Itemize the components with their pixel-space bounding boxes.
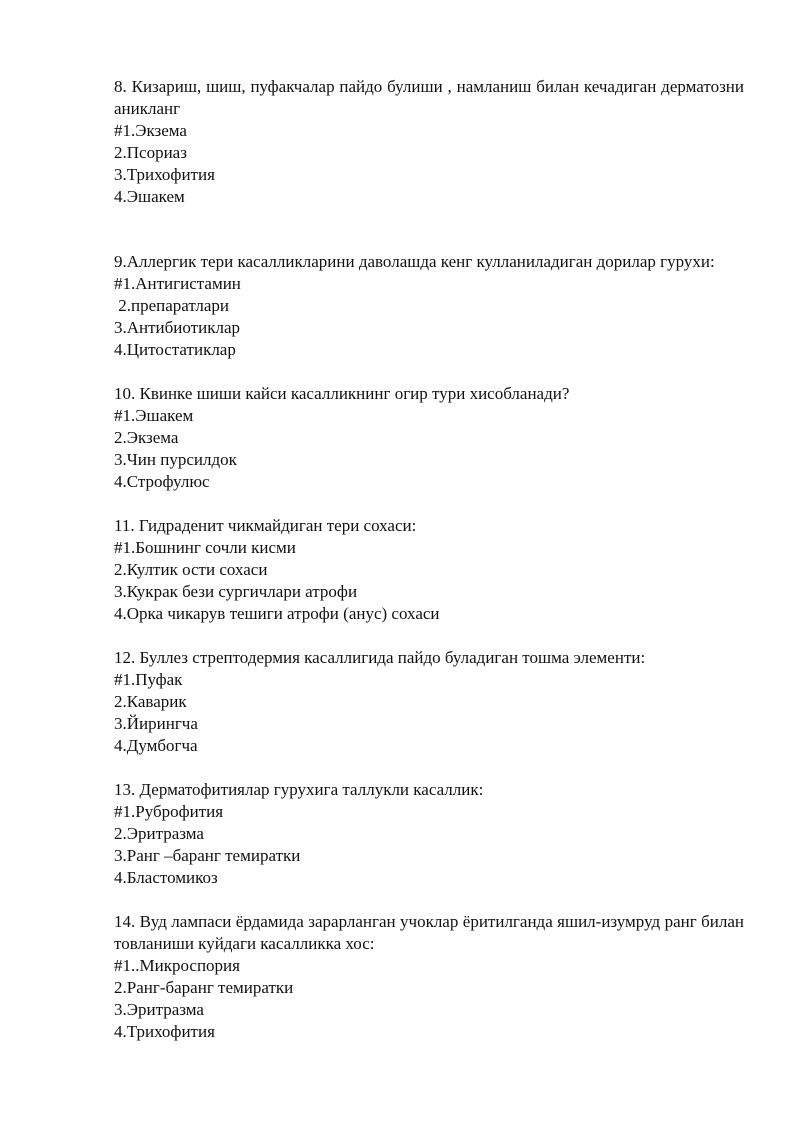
answer-option: #1.Эшакем: [114, 406, 194, 425]
answer-option: 3.Эритразма: [114, 1000, 204, 1019]
answer-option: 3.Кукрак бези сургичлари атрофи: [114, 582, 358, 601]
answer-option: #1.Пуфак: [114, 670, 183, 689]
answer-option: 4.Трихофития: [114, 1022, 215, 1041]
spacer: [114, 493, 744, 515]
answer-option: 2.Култик ости сохаси: [114, 560, 268, 579]
answer-option: #1.Бошнинг сочли кисми: [114, 538, 296, 557]
answer-option: 3.Трихофития: [114, 165, 215, 184]
answer-option: 4.Цитостатиклар: [114, 340, 236, 359]
answer-option: 2.Ранг-баранг темиратки: [114, 978, 294, 997]
answer-option: #1..Микроспория: [114, 956, 240, 975]
answer-option: 2.Эритразма: [114, 824, 204, 843]
question-text: 8. Кизариш, шиш, пуфакчалар пайдо булиши , намланиш билан кечадиган дерматозни аникланг: [114, 77, 744, 118]
question-12: [114, 647, 744, 757]
answer-option: 3.Йирингча: [114, 714, 198, 733]
answer-option: 2.препаратлари: [114, 296, 230, 315]
answer-options: [114, 405, 744, 493]
question-9: [114, 251, 744, 361]
question-11: [114, 515, 744, 625]
answer-option: 2.Экзема: [114, 428, 179, 447]
spacer: [114, 889, 744, 911]
answer-options: [114, 273, 744, 361]
answer-options: [114, 801, 744, 889]
question-text: 10. Квинке шиши кайси касалликнинг огир тури хисобланади?: [114, 384, 570, 403]
spacer: [114, 757, 744, 779]
answer-option: 3.Ранг –баранг темиратки: [114, 846, 301, 865]
answer-options: [114, 120, 744, 208]
question-text: 12. Буллез стрептодермия касаллигида пайдо буладиган тошма элементи:: [114, 648, 646, 667]
question-text: 11. Гидраденит чикмайдиган тери сохаси:: [114, 516, 417, 535]
spacer: [114, 208, 744, 251]
answer-option: #1.Экзема: [114, 121, 187, 140]
question-text: 14. Вуд лампаси ёрдамида зарарланган учоклар ёритилганда яшил-изумруд ранг билан товланиши куйдаги касалликка хос:: [114, 912, 744, 953]
document-page: [114, 76, 744, 1043]
answer-option: 3.Антибиотиклар: [114, 318, 240, 337]
answer-option: 3.Чин пурсилдок: [114, 450, 237, 469]
spacer: [114, 361, 744, 383]
answer-option: #1.Руброфития: [114, 802, 224, 821]
answer-option: 2.Каварик: [114, 692, 187, 711]
answer-options: [114, 537, 744, 625]
question-10: [114, 383, 744, 493]
answer-option: 4.Бластомикоз: [114, 868, 218, 887]
answer-option: 4.Строфулюс: [114, 472, 210, 491]
answer-option: #1.Антигистамин: [114, 274, 241, 293]
answer-option: 2.Псориаз: [114, 143, 187, 162]
question-text: 13. Дерматофитиялар гурухига таллукли касаллик:: [114, 780, 484, 799]
question-8: [114, 76, 744, 208]
question-text: 9.Аллергик тери касалликларини даволашда кенг кулланиладиган дорилар гурухи:: [114, 252, 715, 271]
answer-options: [114, 955, 744, 1043]
answer-options: [114, 669, 744, 757]
answer-option: 4.Эшакем: [114, 187, 185, 206]
answer-option: 4.Орка чикарув тешиги атрофи (анус) сохаси: [114, 604, 440, 623]
question-14: [114, 911, 744, 1043]
spacer: [114, 625, 744, 647]
answer-option: 4.Думбогча: [114, 736, 198, 755]
question-13: [114, 779, 744, 889]
